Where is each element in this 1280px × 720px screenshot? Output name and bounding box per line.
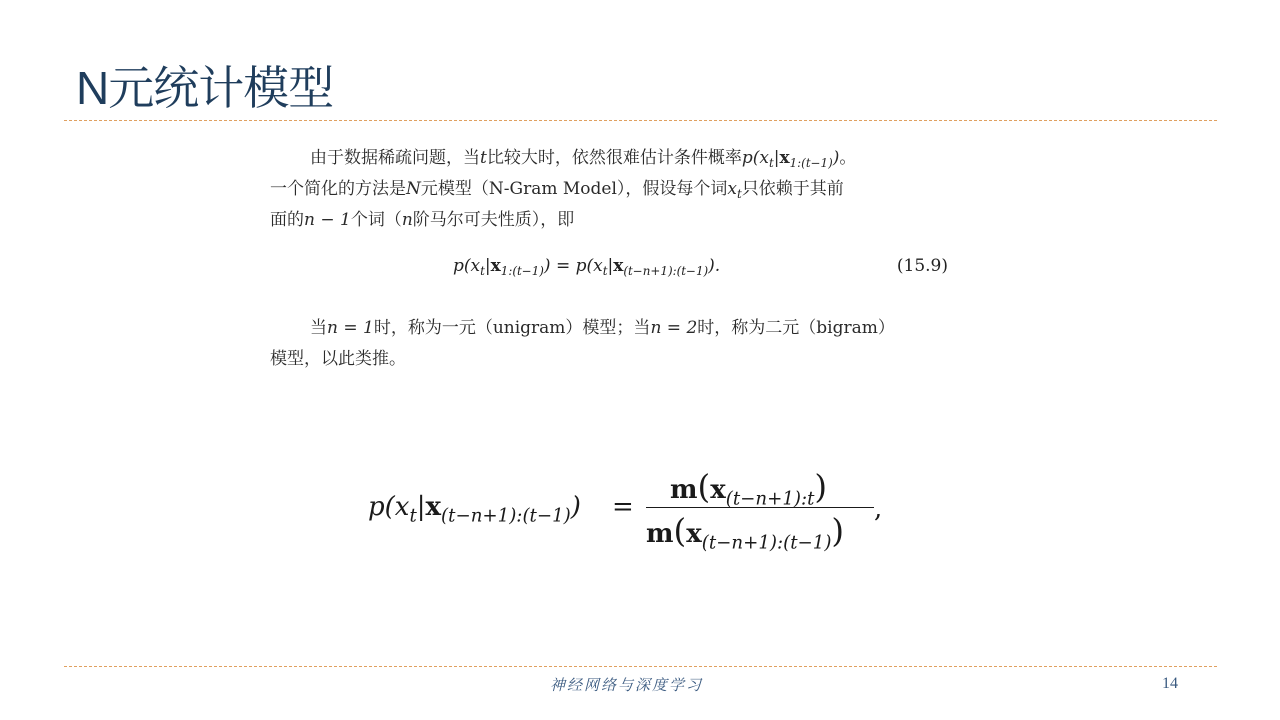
paragraph-2-line-1 (270, 313, 950, 344)
page-number: 14 (1162, 675, 1178, 692)
text-span: 阶马尔可夫性质），即 (412, 210, 575, 230)
math-var: n (401, 210, 413, 230)
text-span: 由于数据稀疏问题，当 (310, 148, 480, 168)
equation-lhs: $p(x_t|x_{(t-n+1):(t-1)})$ (368, 492, 581, 527)
trailing-comma: , (874, 494, 883, 524)
math-expr: n = 2 (650, 318, 698, 338)
text-span: 个词（ (350, 210, 402, 230)
paragraph-2 (270, 313, 950, 375)
fraction-numerator: $m(x_{(t-n+1):t})$ (670, 468, 828, 510)
math-expr: n = 1 (327, 318, 374, 338)
text-span: 只依赖于其前 (741, 179, 844, 199)
paragraph-1-line-2 (270, 174, 950, 205)
text-span: 当 (310, 318, 327, 338)
paragraph-1 (270, 143, 950, 236)
equation-15-9 (270, 256, 950, 284)
text-span: 面的 (270, 210, 304, 230)
top-divider (64, 120, 1217, 121)
bottom-divider (64, 666, 1217, 667)
equation-number: (15.9) (896, 256, 948, 276)
text-span: 时，称为一元（unigram）模型；当 (373, 318, 651, 338)
slide-title: N元统计模型 (76, 62, 334, 114)
inline-formula: $p(x_t|x_{1:(t-1)})$ (741, 148, 840, 171)
text-span: 元模型（N-Gram Model），假设每个词 (420, 179, 728, 199)
math-expr: n − 1 (304, 210, 351, 230)
text-span: 时，称为二元（bigram） (697, 318, 895, 338)
math-var-xt: $x_t$ (727, 179, 742, 202)
equation-formula: $p(x_t|x_{1:(t-1)}) = p(x_t|x_{(t-n+1):(t-1)})$. (453, 256, 721, 279)
footer-course-title: 神经网络与深度学习 (550, 676, 704, 694)
paragraph-2-line-2: 模型，以此类推。 (270, 349, 406, 369)
equals-sign: = (612, 492, 634, 522)
text-span: 。 (839, 148, 857, 168)
paragraph-1-line-3 (270, 205, 950, 236)
fraction-bar (646, 507, 874, 508)
paragraph-1-line-1 (270, 143, 950, 174)
ngram-probability-equation (368, 468, 928, 558)
fraction-denominator: $m(x_{(t-n+1):(t-1)})$ (646, 512, 845, 554)
text-span: 比较大时，依然很难估计条件概率 (486, 148, 742, 168)
math-var: t (480, 148, 487, 168)
text-span: 一个简化的方法是 (270, 179, 406, 199)
math-var: N (406, 179, 421, 199)
